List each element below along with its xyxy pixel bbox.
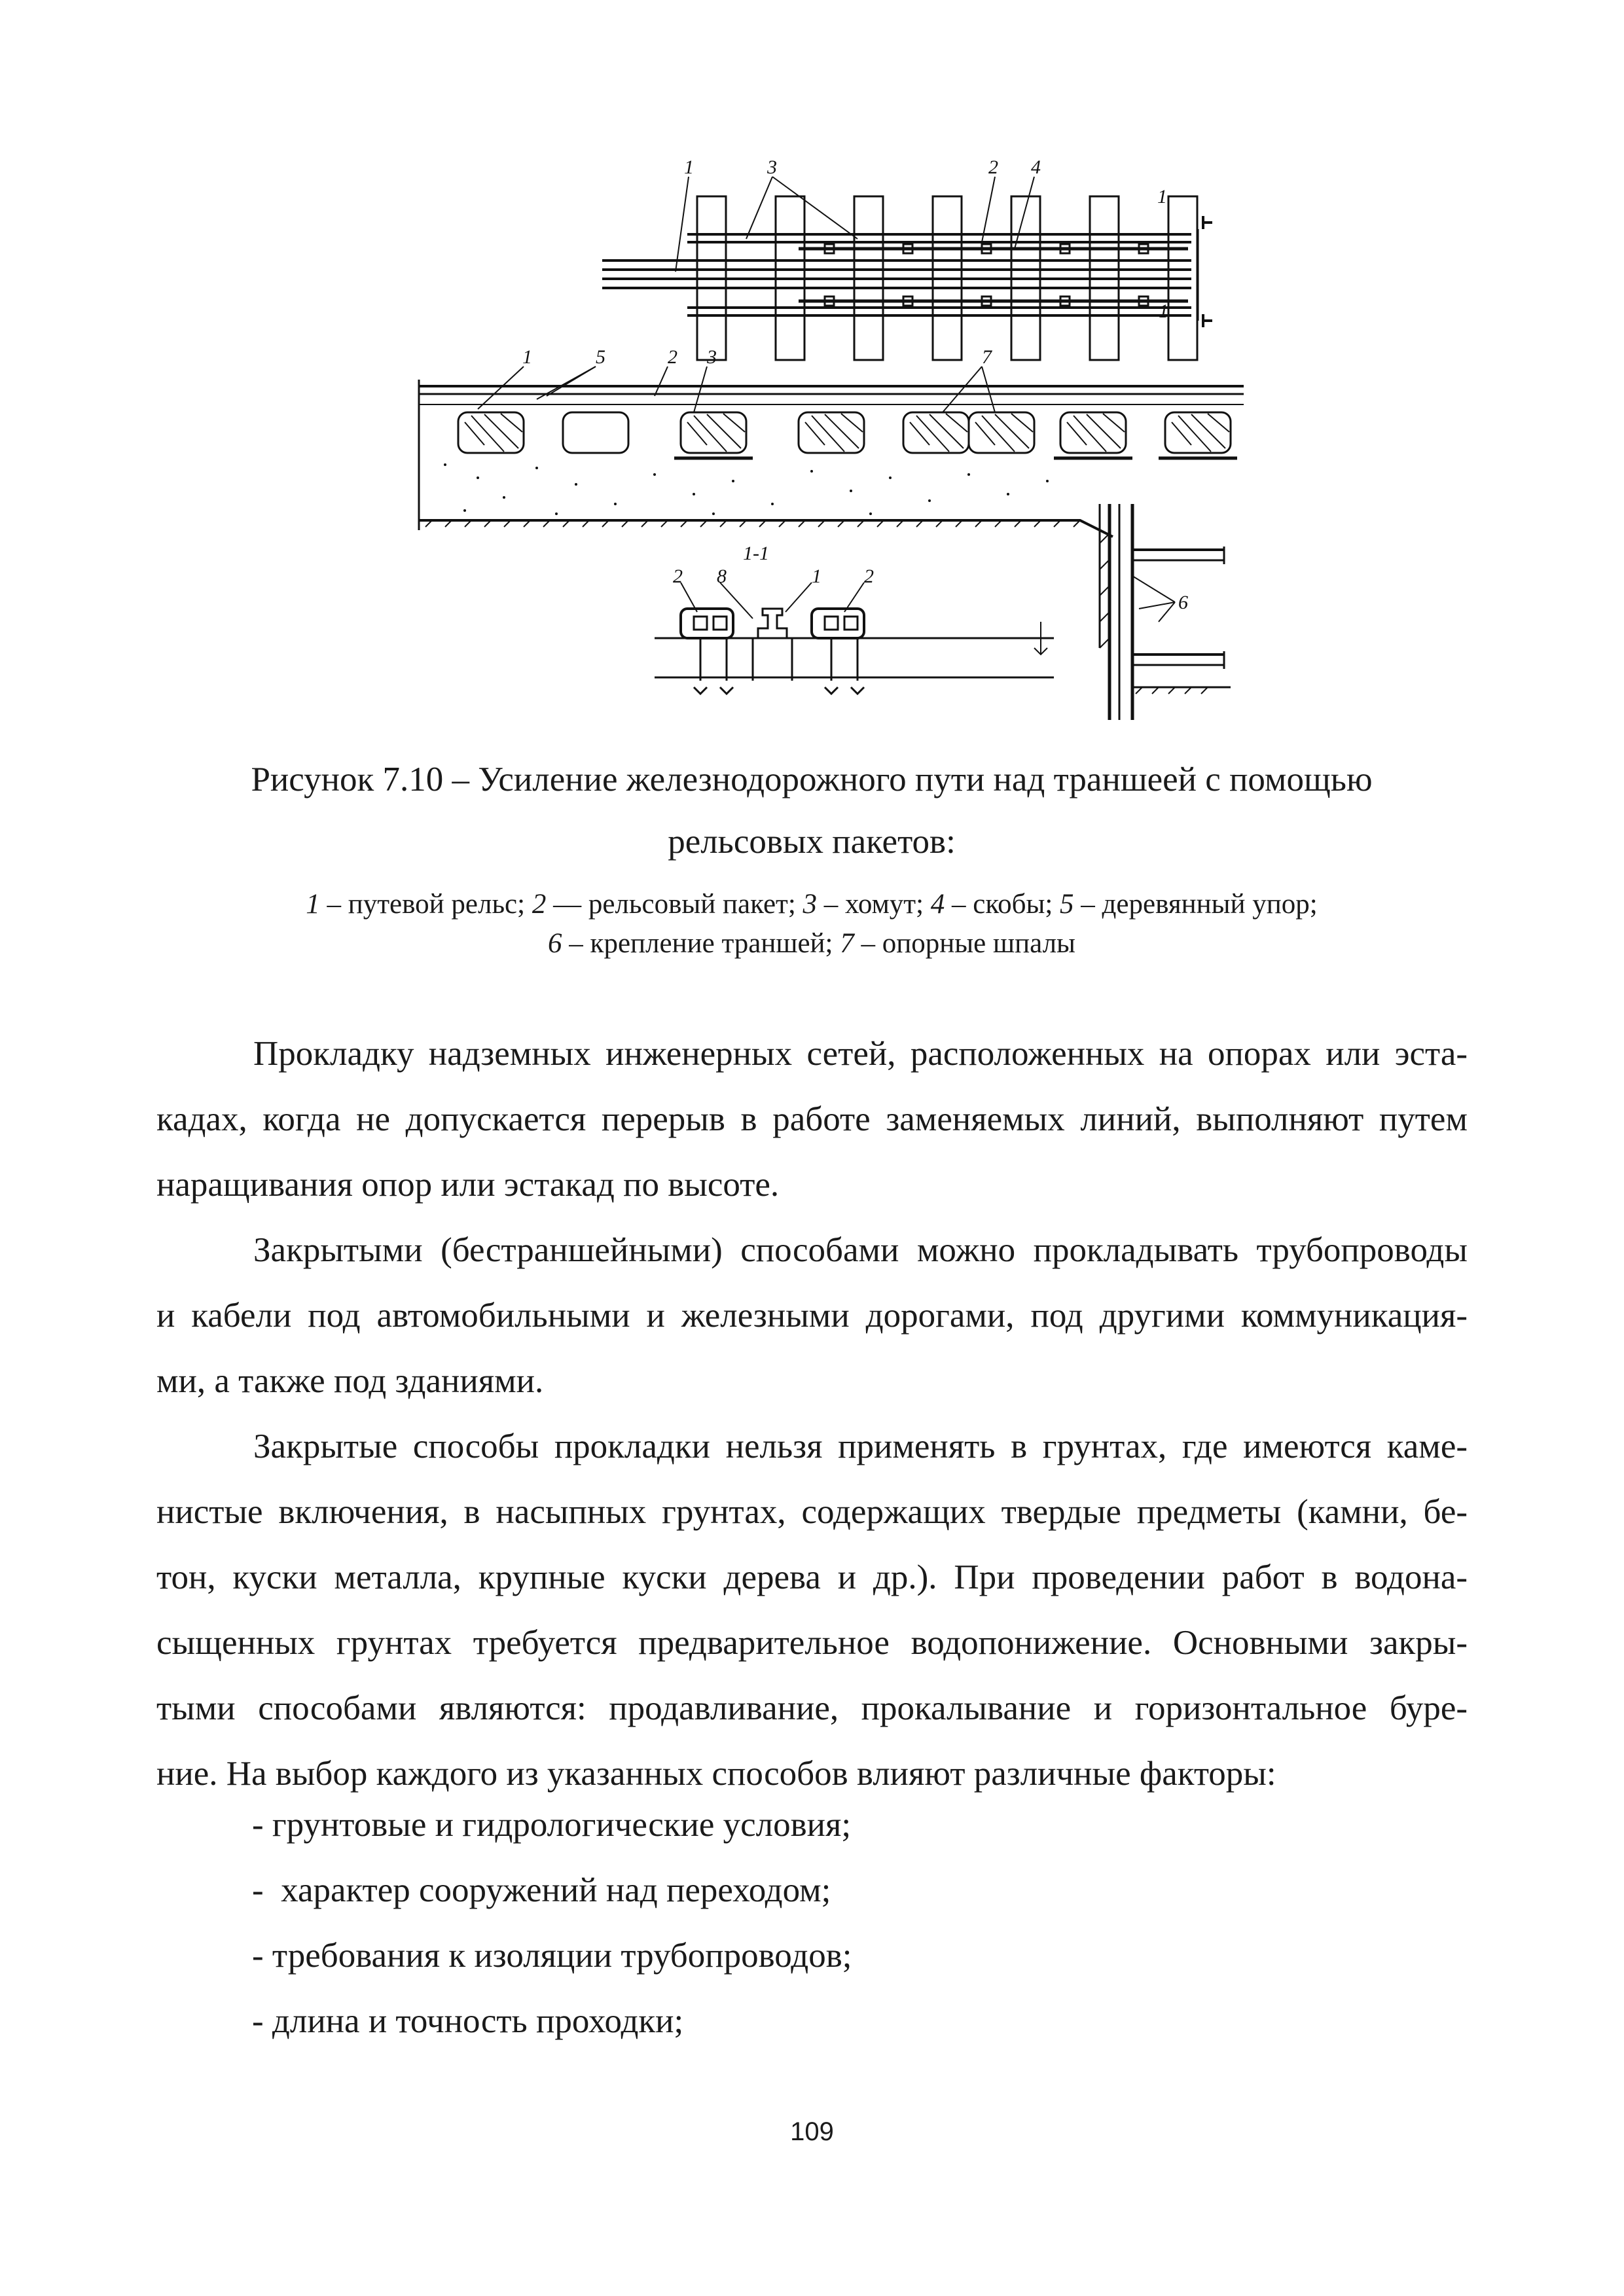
figure-7-10 [406,151,1244,726]
callout-3-middle: 3 [707,346,717,368]
callout-1-section: 1 [812,565,821,587]
callout-2-section-right: 2 [864,565,874,587]
legend-text-6: – крепление траншей; [562,928,840,959]
callout-1-top: 1 [684,156,694,178]
legend-num-5: 5 [1060,889,1074,920]
paragraph-2 [156,1217,1468,1414]
figure-caption-line-2: рельсовых пакетов: [668,823,956,861]
paragraph-line: и кабели под автомобильными и железными дорогами, под другими коммуникация- [156,1297,1468,1335]
callout-1-top-right: 1 [1157,186,1167,207]
legend-num-3: 3 [803,889,818,920]
paragraph-line: Закрытыми (бестраншейными) способами можно прокладывать трубопроводы [253,1231,1468,1269]
paragraph-line: сыщенных грунтах требуется предварительное водопонижение. Основными закры- [156,1624,1468,1662]
legend-num-2: 2 [532,889,547,920]
callout-4-top: 4 [1031,156,1041,178]
cross-section-1-1 [655,583,1054,694]
page-number: 109 [790,2117,834,2146]
paragraph-line: ние. На выбор каждого из указанных способов влияют различные факторы: [156,1755,1276,1793]
legend-num-6: 6 [548,928,562,959]
paragraph-line: Прокладку надземных инженерных сетей, расположенных на опорах или эста- [253,1035,1468,1073]
trench-support [1100,504,1231,720]
list-item: - требования к изоляции трубопроводов; [252,1937,852,1975]
figure-legend-line-2 [157,929,1466,958]
callout-8-section: 8 [717,565,727,587]
legend-text-3: – хомут; [817,889,931,920]
paragraph-line: тон, куски металла, крупные куски дерева и др.). При проведении работ в водона- [156,1558,1468,1596]
figure-legend-line-1 [157,890,1466,918]
callout-6-right: 6 [1178,592,1188,613]
list-item: - грунтовые и гидрологические условия; [252,1806,852,1844]
list-item: - характер сооружений над переходом; [252,1871,831,1909]
paragraph-line: кадах, когда не допускается перерыв в работе заменяемых линий, выполняют путем [156,1100,1468,1138]
paragraph-line: Закрытые способы прокладки нельзя применять в грунтах, где имеются каме- [253,1427,1468,1465]
legend-num-4: 4 [930,889,945,920]
section-label-1-1: 1-1 [743,543,769,564]
paragraph-line: тыми способами являются: продавливание, прокалывание и горизонтальное буре- [156,1689,1468,1727]
legend-text-5: – деревянный упор; [1074,889,1318,920]
callout-2-middle: 2 [668,346,677,368]
legend-text-4: – скобы; [945,889,1060,920]
figure-caption-line-1: Рисунок 7.10 – Усиление железнодорожного пути над траншеей с помощью [251,761,1373,798]
legend-text-7: – опорные шпалы [854,928,1075,959]
callout-3-top: 3 [767,156,777,178]
legend-text-2: — рельсовый пакет; [546,889,803,920]
paragraph-line: ми, а также под зданиями. [156,1362,544,1400]
callout-7-middle: 7 [982,346,992,368]
callout-2-section-left: 2 [673,565,683,587]
legend-num-7: 7 [840,928,854,959]
list-item: - длина и точность проходки; [252,2002,684,2040]
paragraph-1 [156,1021,1468,1217]
legend-num-1: 1 [306,889,320,920]
plan-view [602,177,1212,360]
paragraph-line: нистые включения, в насыпных грунтах, содержащих твердые предметы (камни, бе- [156,1493,1468,1531]
callout-2-top: 2 [988,156,998,178]
legend-text-1: – путевой рельс; [319,889,532,920]
paragraph-line: наращивания опор или эстакад по высоте. [156,1166,780,1204]
callout-5-middle: 5 [596,346,605,368]
callout-1-middle: 1 [522,346,532,368]
paragraph-3 [156,1414,1468,1806]
callout-1-bottom-right: 1 [1159,300,1168,322]
